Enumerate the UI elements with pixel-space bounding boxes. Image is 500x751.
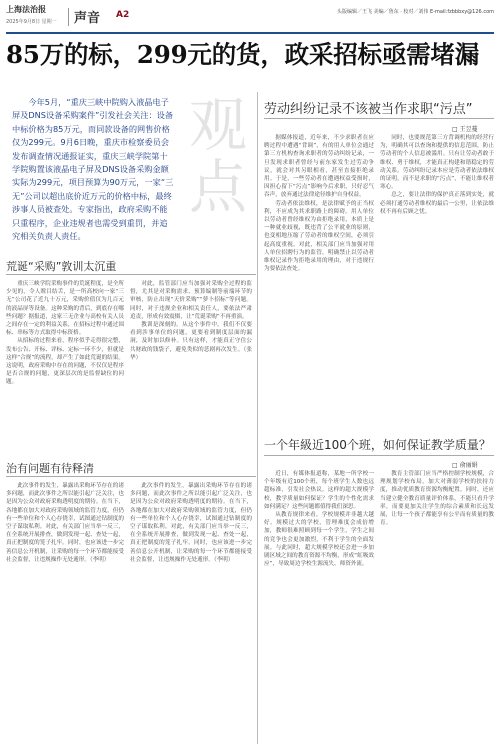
- right-article-para1: 据媒体报道，近年来，不少求职者在应聘过程中遭遇“背调”，有的用人单位会通过第三方机构查询求职者的劳动纠纷记录，一旦发现求职者曾经与前东家发生过劳动争议，就会对其另眼相看，甚至直接拒绝录用。于是，一些劳动者在遭遇权益受损时，因担心留下“污点”影响今后求职，只好忍气吞声，放弃通过法律途径维护自身权益。: [264, 135, 374, 199]
- left-article2-text: 此次事件的发生，暴露出采购环节存在的诸多问题，而此次事件之所以能引起广泛关注，也是因为公众对政府采购透明度的期待。在当下，各地都在加大对政府采购领域的监管力度，但仍有一些单位和个人心存侥幸，试图通过钻制度的空子谋取私利。对此，有关部门应当举一反三，在全系统开展排查，做到发现一起、查处一起，真正把制度的笼子扎牢。同时，也应该进一步完善信息公开机制，让采购的每一个环节都能接受社会监督，让违规操作无处遁形。（李明）: [6, 483, 124, 563]
- masthead-divider: [68, 8, 69, 26]
- right-article2-byline: □ 俞丽娟: [452, 462, 478, 469]
- right-article2-para1: 近日，有媒体报道称，某地一所学校一个年级有近100个班，每个班学生人数也远超标准，引发社会热议。这样的超大规模学校，教学质量如何保证？学生的个性化需求如何满足？这些问题都值得我们深思。: [264, 471, 374, 510]
- right-article2-para3: 教育主管部门应当严格控制学校规模，合理规划学校布局，加大对薄弱学校的扶持力度，推动优质教育资源均衡配置。同时，还应当建立健全教育质量评价体系，不能只看升学率，而要更加关注学生的综合素质和长远发展，让每一个孩子都能享有公平而有质量的教育。: [380, 471, 494, 527]
- lead-text: 今年5月，“重庆三峡中院购入液晶电子屏及DNS设备采购案件”引发社会关注：设备中标价格为85万元，而同款设备的网售价格仅为299元。9月6日晚，重庆市检察委员会发布调查情况通报证实，重庆三峡学院第十学院购置该液晶电子屏及DNS设备采购金额实际为299元，项目预算为90万元，一家“三无”公司以超出底价近万元的价格中标，最终涉事人员被查处。专家指出，政府采购不能只重程序，企业违规者也需受到重罚，并追究相关负责人责任。: [12, 97, 174, 242]
- right-article2-para2: 从教育规律来看，学校规模并非越大越好。规模过大的学校，管理难度会成倍增加，教师很难照顾到每一个学生，学生之间的竞争也会更加激烈，不利于学生的全面发展。与此同时，超大规模学校还会进一步加剧区域之间的教育资源不均衡，形成“虹吸效应”，导致周边学校生源流失、师资外流。: [264, 512, 374, 568]
- right-article2-title-rule: [264, 455, 494, 456]
- lead-box: [6, 92, 258, 254]
- page-number: A2: [116, 10, 130, 20]
- left-article-title: 荒诞“采购”敦训太沉重: [6, 260, 117, 273]
- right-article-col1: [264, 134, 374, 424]
- left-article-para1: 重庆三峡学院采购事件的荒诞程度，是全所少见的，令人瞠目结舌，是一所高校向一家“三无”公司花了近九十万元，采购价值仅为几百元的液晶屏等设备。这种采购的背后，到底存在哪些问题？据报道，这家三无企业与高校有关人员之间存在一定的利益关系，在招标过程中通过围标、串标等方式取得中标资格。: [6, 281, 124, 337]
- right-article-col2: [380, 134, 494, 424]
- left-article-col2: [130, 280, 252, 456]
- left-article2-text-cont: 此次事件的发生，暴露出采购环节存在的诸多问题，而此次事件之所以能引起广泛关注，也是因为公众对政府采购透明度的期待。在当下，各地都在加大对政府采购领域的监管力度，但仍有一些单位和个人心存侥幸，试图通过钻制度的空子谋取私利。对此，有关部门应当举一反三，在全系统开展排查，做到发现一起、查处一起，真正把制度的笼子扎牢。同时，也应该进一步完善信息公开机制，让采购的每一个环节都能接受社会监督，让违规操作无处遁形。（李明）: [130, 483, 252, 563]
- watermark-text: 观点: [179, 94, 247, 218]
- left-article-para4: 教训是深刻的。从这个事件中，我们不仅要看到涉事单位的问题，更要看到制度层面的漏洞，及时加以修补。只有这样，才能真正守住公共财政的钱袋子，避免类似的悲剧再次发生。（张华）: [130, 322, 252, 361]
- left-article2-col2: [130, 482, 252, 744]
- editor-info: 头版编辑／王飞 美编／鲁东 · 校对／刘伟 E-mail:fzbbbxy@126.com: [337, 9, 494, 15]
- left-article-para2: 从招标的过程来看，程序似乎走得很完整，发布公告、开标、评标、定标一环不少，但就是这样“合规”的流程，却产生了如此荒诞的结果。这说明，政府采购中存在的问题，不仅仅是程序是否合规的问题，更深层次的是监督缺位的问题。: [6, 338, 124, 386]
- paper-name: 上海法治报: [6, 4, 46, 14]
- right-article-author: 王昱蔓: [459, 126, 478, 133]
- right-article-para3: 同时，也要规范第三方背调机构的经营行为，明确其可以查询和提供的信息范围，防止劳动者的个人信息被滥用。只有让劳动者敢于维权、勇于维权，才能真正构建和谐稳定的劳动关系。劳动纠纷记录本应是劳动者依法维权的证明，而不是求职的“污点”，不能让维权者寒心。: [380, 135, 494, 191]
- left-article2-title: 治有问题有待释清: [6, 462, 94, 475]
- masthead-left: [6, 4, 68, 25]
- main-headline: 85万的标，299元的货，政采招标亟需堵漏: [6, 40, 480, 69]
- column-divider: [257, 92, 258, 744]
- masthead: [6, 4, 494, 34]
- right-article2-col2: [380, 470, 494, 744]
- right-article-byline: □ 王昱蔓: [452, 126, 478, 133]
- right-article2-title: 一个年級近100个班，如何保证教学质量？: [264, 438, 491, 452]
- section-name: 声音: [74, 11, 101, 26]
- right-article2-col1: [264, 470, 374, 744]
- right-article2-author: 俞丽娟: [459, 462, 478, 469]
- right-article-para2: 劳动者依法维权，是法律赋予的正当权利，不应成为其求职路上的障碍。用人单位以劳动者曾经维权为由拒绝录用，本质上是一种就业歧视，既违背了公平就业的原则，也变相地压缩了劳动者的维权空间，必须引起高度重视。对此，相关部门应当加强对用人单位招聘行为的监管，明确禁止以劳动者维权记录作为拒绝录用的理由，对于违规行为要依法查处。: [264, 200, 374, 273]
- masthead-rule: [6, 32, 494, 34]
- issue-date: 2025年9月8日 星期一: [6, 19, 57, 25]
- right-article-para4: 总之，要让法律的保护真正落到实处，就必须打通劳动者维权的最后一公里，让依法维权不再有后顾之忧。: [380, 192, 494, 215]
- right-article-title: 劳动纠纷记录不该被当作求职“污点”: [264, 102, 473, 117]
- left-article2-col1: [6, 482, 124, 744]
- left-article-col1: [6, 280, 124, 456]
- right-article-title-rule: [264, 118, 494, 119]
- left-article-para3: 对此，监管部门应当加强对采购全过程的监督，尤其是对采购需求、预算编制等前端环节的审核，防止出现“天价采购”“萝卜招标”等问题。同时，对于违规企业和相关责任人，要依法严肃追责，形成有效震慑，让“荒诞采购”不再重演。: [130, 281, 252, 320]
